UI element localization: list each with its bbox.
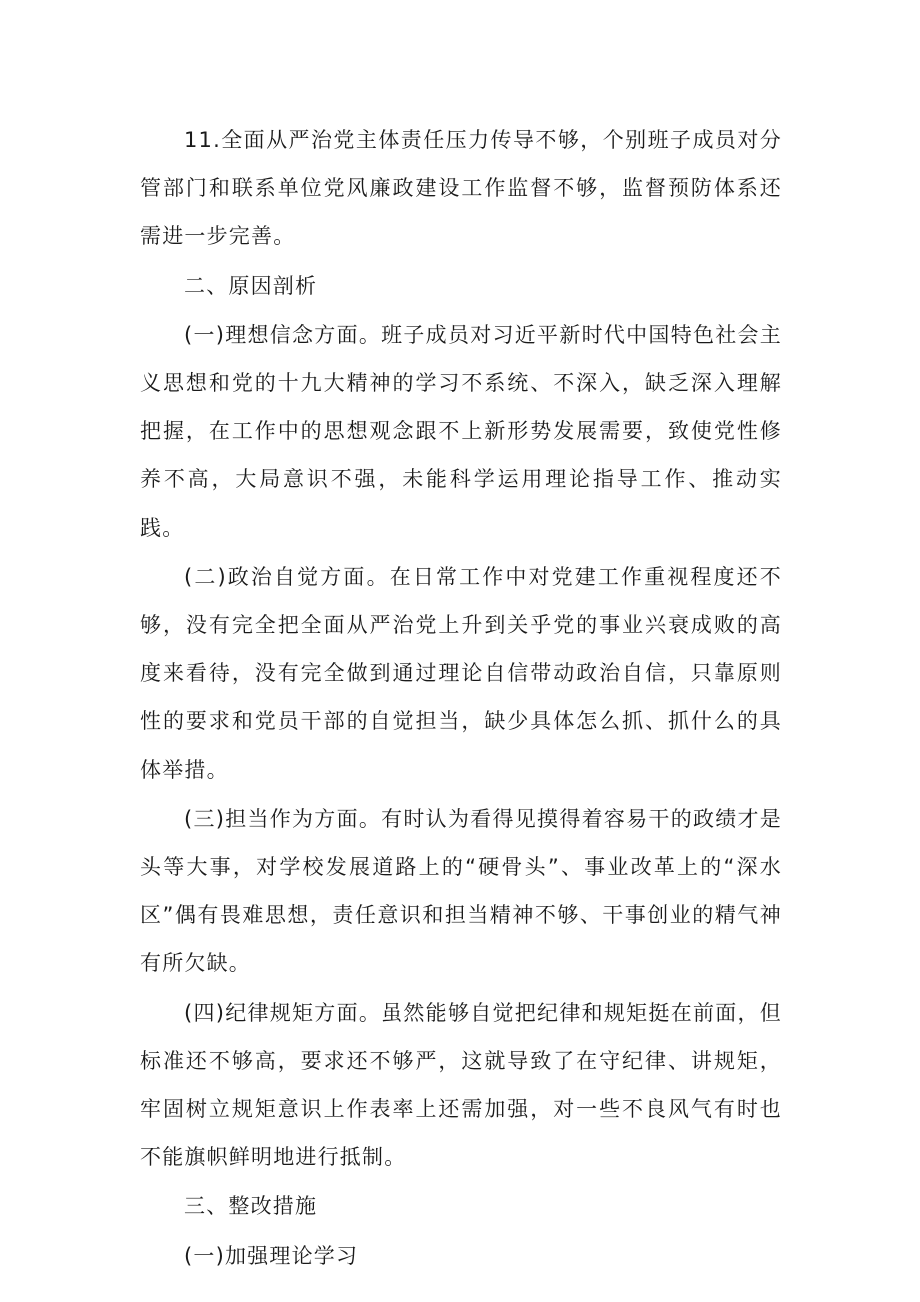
section-heading-rectification: 三、整改措施 xyxy=(184,1194,318,1219)
paragraph-item-11: 11.全面从严治党主体责任压力传导不够，个别班子成员对分管部门和联系单位党风廉政建设工作监督不够，监督预防体系还需进一步完善。 xyxy=(140,128,782,249)
subheading-theory-study: (一)加强理论学习 xyxy=(184,1243,359,1268)
document-body xyxy=(140,116,782,1280)
section-heading-cause-analysis: 二、原因剖析 xyxy=(184,273,318,298)
paragraph-responsibility: (三)担当作为方面。有时认为看得见摸得着容易干的政绩才是头等大事，对学校发展道路上的“硬骨头”、事业改革上的“深水区”偶有畏难思想，责任意识和担当精神不够、干事创业的精气神有所欠缺。 xyxy=(140,806,782,976)
paragraph-ideals-beliefs: (一)理想信念方面。班子成员对习近平新时代中国特色社会主义思想和党的十九大精神的学习不系统、不深入，缺乏深入理解把握，在工作中的思想观念跟不上新形势发展需要，致使党性修养不高，大局意识不强，未能科学运用理论指导工作、推动实践。 xyxy=(140,322,782,540)
paragraph-political-awareness: (二)政治自觉方面。在日常工作中对党建工作重视程度还不够，没有完全把全面从严治党上升到关乎党的事业兴衰成败的高度来看待，没有完全做到通过理论自信带动政治自信，只靠原则性的要求和党员干部的自觉担当，缺少具体怎么抓、抓什么的具体举措。 xyxy=(140,564,782,782)
paragraph-discipline-rules: (四)纪律规矩方面。虽然能够自觉把纪律和规矩挺在前面，但标准还不够高，要求还不够严，这就导致了在守纪律、讲规矩，牢固树立规矩意识上作表率上还需加强，对一些不良风气有时也不能旗帜鲜明地进行抵制。 xyxy=(140,1000,782,1170)
